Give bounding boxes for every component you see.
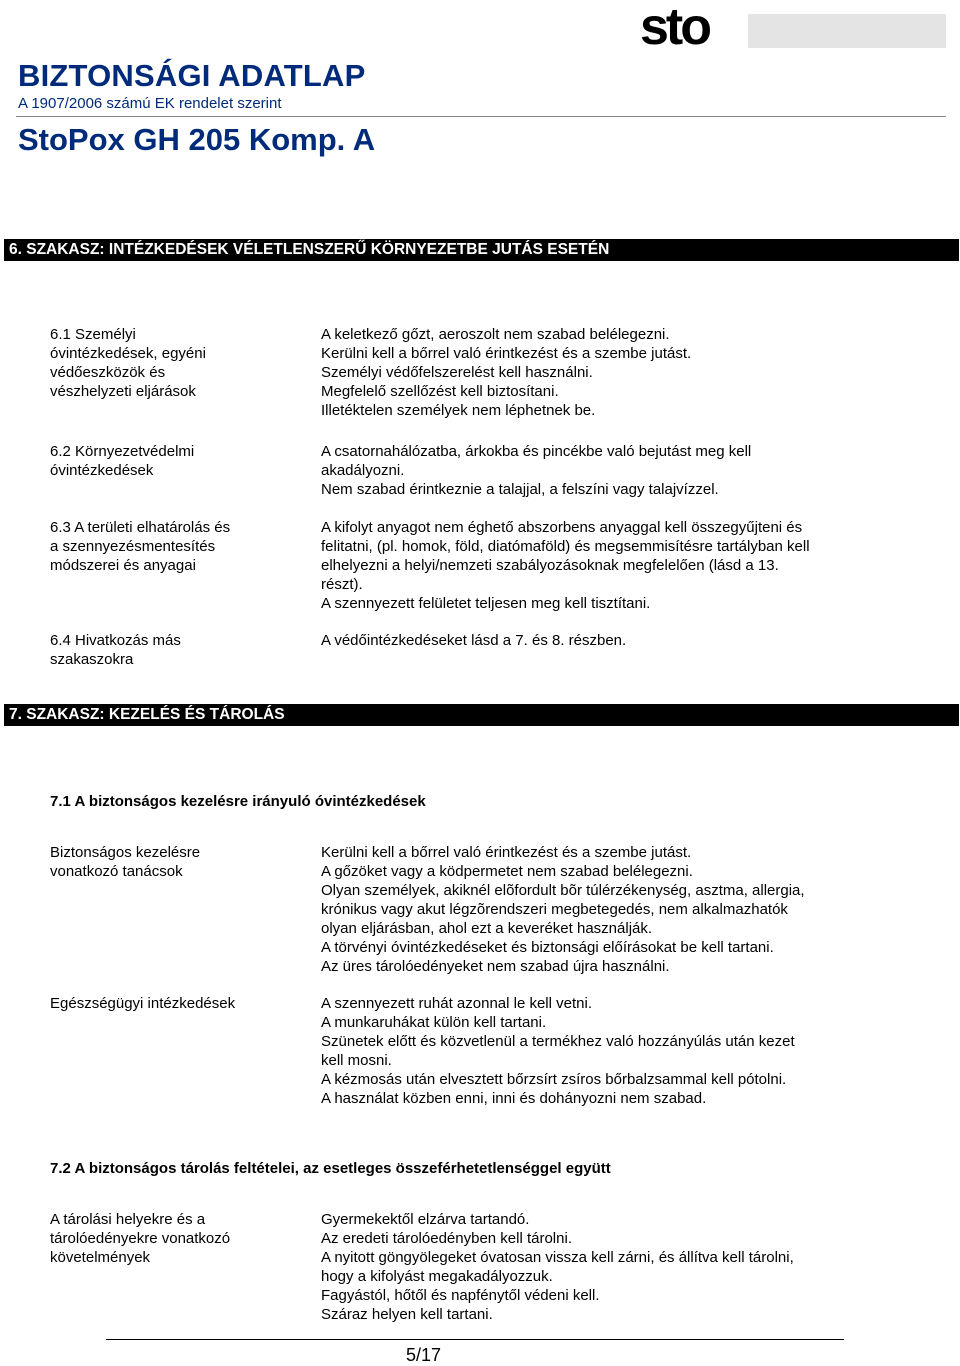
- item-6-2-text: [321, 442, 881, 499]
- text-line: Illetéktelen személyek nem léphetnek be.: [321, 402, 596, 419]
- product-name: StoPox GH 205 Komp. A: [18, 122, 376, 157]
- text-line: kell mosni.: [321, 1052, 392, 1069]
- section-6-heading-bar: [4, 239, 959, 261]
- text-line: Szünetek előtt és közvetlenül a termékhez való hozzányúlás után kezet: [321, 1033, 795, 1050]
- text-line: A kézmosás után elvesztett bőrzsírt zsíros bőrbalzsammal kell pótolni.: [321, 1071, 787, 1088]
- section-7-heading: 7. SZAKASZ: KEZELÉS ÉS TÁROLÁS: [9, 706, 285, 723]
- text-line: Kerülni kell a bőrrel való érintkezést és a szembe jutást.: [321, 844, 692, 861]
- item-6-4-label: [50, 631, 290, 669]
- text-line: Gyermekektől elzárva tartandó.: [321, 1211, 530, 1228]
- sto-logo: [640, 4, 732, 50]
- text-line: A munkaruhákat külön kell tartani.: [321, 1014, 547, 1031]
- text-line: A csatornahálózatba, árkokba és pincékbe való bejutást meg kell: [321, 443, 752, 460]
- header-divider: [16, 116, 946, 117]
- text-line: Személyi védőfelszerelést kell használni.: [321, 364, 593, 381]
- label-line: vészhelyzeti eljárások: [50, 383, 196, 400]
- item-7-1-a-label: [50, 843, 290, 881]
- text-line: Olyan személyek, akiknél elõfordult bõr túlérzékenység, asztma, allergia,: [321, 882, 805, 899]
- text-line: olyan eljárásban, ahol ezt a keveréket használják.: [321, 920, 653, 937]
- document-title: BIZTONSÁGI ADATLAP: [18, 58, 366, 93]
- text-line: Száraz helyen kell tartani.: [321, 1306, 493, 1323]
- item-6-2-label: [50, 442, 290, 480]
- text-line: krónikus vagy akut légzõrendszeri megbetegedés, nem alkalmazhatók: [321, 901, 788, 918]
- text-line: Kerülni kell a bőrrel való érintkezést és a szembe jutást.: [321, 345, 692, 362]
- text-line: Nem szabad érintkeznie a talajjal, a felszíni vagy talajvízzel.: [321, 481, 719, 498]
- label-line: 6.2 Környezetvédelmi: [50, 443, 195, 460]
- item-6-3-text: [321, 518, 881, 613]
- item-7-1-a-text: [321, 843, 881, 976]
- text-line: A gőzöket vagy a ködpermetet nem szabad belélegezni.: [321, 863, 693, 880]
- logo-bar: [748, 14, 946, 48]
- text-line: elhelyezni a helyi/nemzeti szabályozásoknak megfelelően (lásd a 13.: [321, 557, 779, 574]
- label-line: szakaszokra: [50, 651, 134, 668]
- item-6-1-text: [321, 325, 881, 420]
- label-line: Biztonságos kezelésre: [50, 844, 201, 861]
- logo-text: sto: [640, 4, 709, 50]
- text-line: részt).: [321, 576, 363, 593]
- text-line: A szennyezett ruhát azonnal le kell vetni.: [321, 995, 592, 1012]
- item-7-1-b-text: [321, 994, 881, 1108]
- label-line: Egészségügyi intézkedések: [50, 995, 236, 1012]
- subsection-7-1-heading: 7.1 A biztonságos kezelésre irányuló óvintézkedések: [50, 793, 426, 810]
- subsection-7-2-heading: 7.2 A biztonságos tárolás feltételei, az esetleges összeférhetetlenséggel együtt: [50, 1160, 611, 1177]
- label-line: vonatkozó tanácsok: [50, 863, 183, 880]
- text-line: A kifolyt anyagot nem éghető abszorbens anyaggal kell összegyűjteni és: [321, 519, 803, 536]
- label-line: 6.3 A területi elhatárolás és: [50, 519, 231, 536]
- label-line: védőeszközök és: [50, 364, 166, 381]
- text-line: Az eredeti tárolóedényben kell tárolni.: [321, 1230, 572, 1247]
- regulation-subtitle: A 1907/2006 számú EK rendelet szerint: [18, 95, 282, 112]
- label-line: módszerei és anyagai: [50, 557, 196, 574]
- text-line: A védőintézkedéseket lásd a 7. és 8. részben.: [321, 632, 627, 649]
- section-7-heading-bar: [4, 704, 959, 726]
- label-line: óvintézkedések, egyéni: [50, 345, 206, 362]
- item-6-1-label: [50, 325, 290, 401]
- text-line: A használat közben enni, inni és dohányozni nem szabad.: [321, 1090, 707, 1107]
- label-line: A tárolási helyekre és a: [50, 1211, 206, 1228]
- label-line: a szennyezésmentesítés: [50, 538, 216, 555]
- item-7-2-a-label: [50, 1210, 290, 1267]
- item-7-2-a-text: [321, 1210, 881, 1324]
- text-line: A nyitott göngyölegeket óvatosan vissza kell zárni, és állítva kell tárolni,: [321, 1249, 794, 1266]
- label-line: követelmények: [50, 1249, 151, 1266]
- text-line: A keletkező gőzt, aeroszolt nem szabad belélegezni.: [321, 326, 670, 343]
- text-line: Megfelelő szellőzést kell biztosítani.: [321, 383, 559, 400]
- page-number: 5/17: [406, 1345, 442, 1365]
- text-line: A szennyezett felületet teljesen meg kell tisztítani.: [321, 595, 651, 612]
- text-line: Fagyástól, hőtől és napfénytől védeni kell.: [321, 1287, 600, 1304]
- label-line: 6.4 Hivatkozás más: [50, 632, 181, 649]
- label-line: 6.1 Személyi: [50, 326, 136, 343]
- item-6-3-label: [50, 518, 290, 575]
- text-line: A törvényi óvintézkedéseket és biztonsági előírásokat be kell tartani.: [321, 939, 774, 956]
- section-6-heading: 6. SZAKASZ: INTÉZKEDÉSEK VÉLETLENSZERŰ KÖRNYEZETBE JUTÁS ESETÉN: [9, 241, 610, 258]
- footer-divider: [106, 1339, 844, 1340]
- text-line: Az üres tárolóedényeket nem szabad újra használni.: [321, 958, 670, 975]
- item-7-1-b-label: [50, 994, 290, 1013]
- label-line: óvintézkedések: [50, 462, 154, 479]
- text-line: hogy a kifolyást megakadályozzuk.: [321, 1268, 553, 1285]
- text-line: akadályozni.: [321, 462, 405, 479]
- item-6-4-text: [321, 631, 881, 650]
- label-line: tárolóedényekre vonatkozó: [50, 1230, 231, 1247]
- text-line: felitatni, (pl. homok, föld, diatómaföld) és megsemmisítésre tartályban kell: [321, 538, 810, 555]
